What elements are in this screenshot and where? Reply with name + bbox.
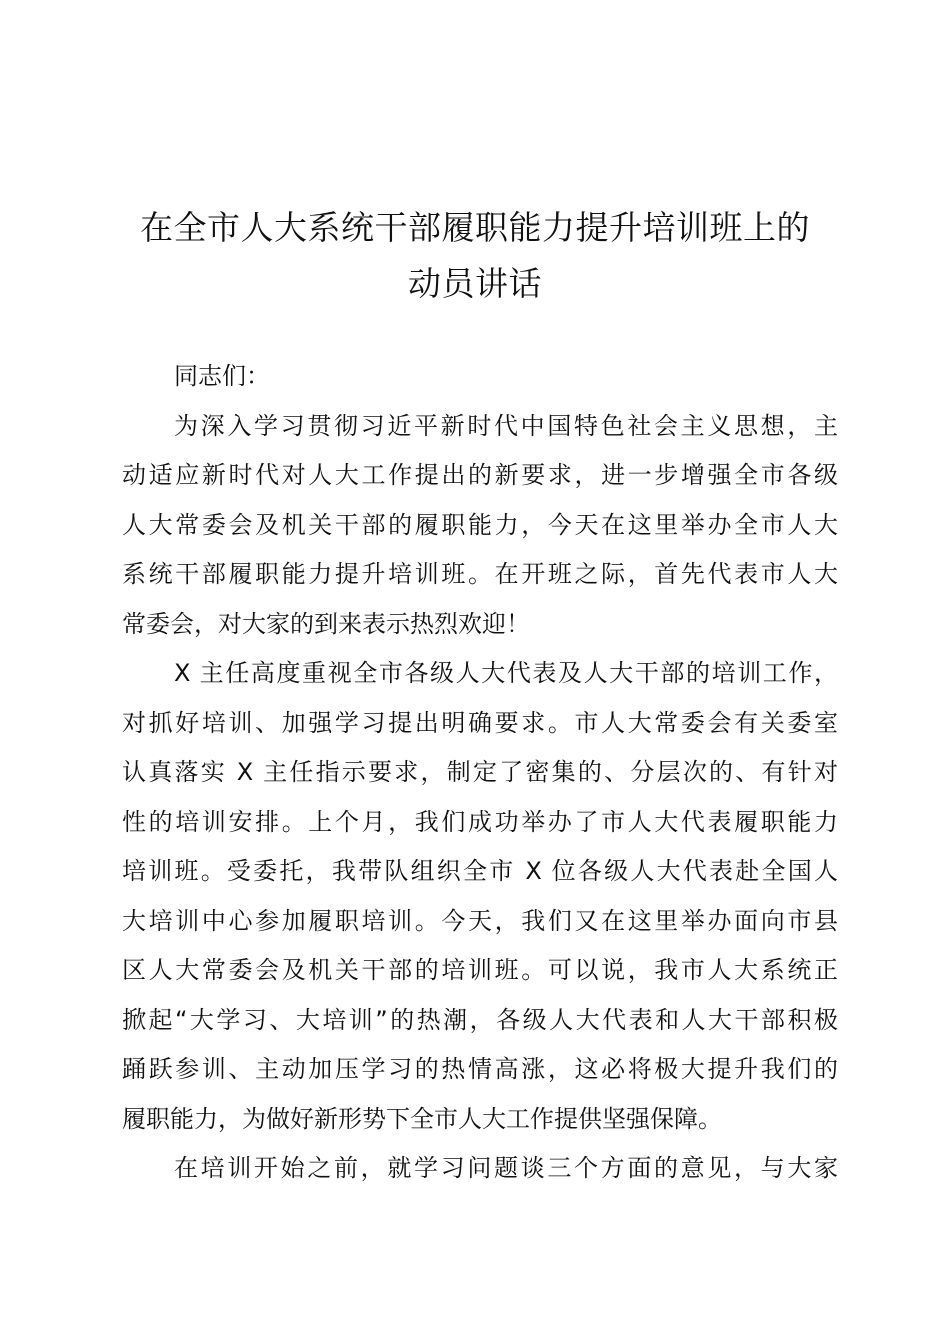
title-line-1: 在全市人大系统干部履职能力提升培训班上的 (140, 208, 810, 247)
paragraph-line: 常委会，对大家的到来表示热烈欢迎！ (122, 609, 530, 638)
greeting: 同志们： (174, 362, 270, 390)
title-line-2: 动员讲话 (408, 264, 542, 303)
paragraph-line: 培训班。受委托，我带队组织全市 X 位各级人大代表赴全国人 (122, 857, 838, 885)
paragraph-line: 性的培训安排。上个月，我们成功举办了市人大代表履职能力 (122, 807, 838, 836)
paragraph-line: 在培训开始之前，就学习问题谈三个方面的意见，与大家 (174, 1154, 838, 1182)
paragraph-line: 系统干部履职能力提升培训班。在开班之际，首先代表市人大 (122, 560, 838, 588)
paragraph-line: 认真落实 X 主任指示要求，制定了密集的、分层次的、有针对 (122, 758, 838, 786)
paragraph-1 (122, 402, 838, 650)
document-body (122, 352, 838, 1194)
paragraph-line: 为深入学习贯彻习近平新时代中国特色社会主义思想，主 (174, 411, 838, 440)
paragraph-3 (122, 1144, 838, 1194)
paragraph-line: 掀起“大学习、大培训”的热潮，各级人大代表和人大干部积极 (122, 1005, 838, 1034)
paragraph-line: 对抓好培训、加强学习提出明确要求。市人大常委会有关委室 (122, 708, 838, 737)
paragraph-line: 区人大常委会及机关干部的培训班。可以说，我市人大系统正 (122, 956, 838, 984)
paragraph-line: 动适应新时代对人大工作提出的新要求，进一步增强全市各级 (122, 461, 838, 489)
paragraph-line: 大培训中心参加履职培训。今天，我们又在这里举办面向市县 (122, 906, 838, 935)
paragraph-2 (122, 649, 838, 1144)
paragraph-line: 履职能力，为做好新形势下全市人大工作提供坚强保障。 (122, 1104, 722, 1133)
paragraph-line: X 主任高度重视全市各级人大代表及人大干部的培训工作， (174, 659, 838, 687)
paragraph-line: 踊跃参训、主动加压学习的热情高涨，这必将极大提升我们的 (122, 1055, 838, 1083)
paragraph-line: 人大常委会及机关干部的履职能力，今天在这里举办全市人大 (122, 510, 838, 539)
document-title (110, 200, 840, 312)
